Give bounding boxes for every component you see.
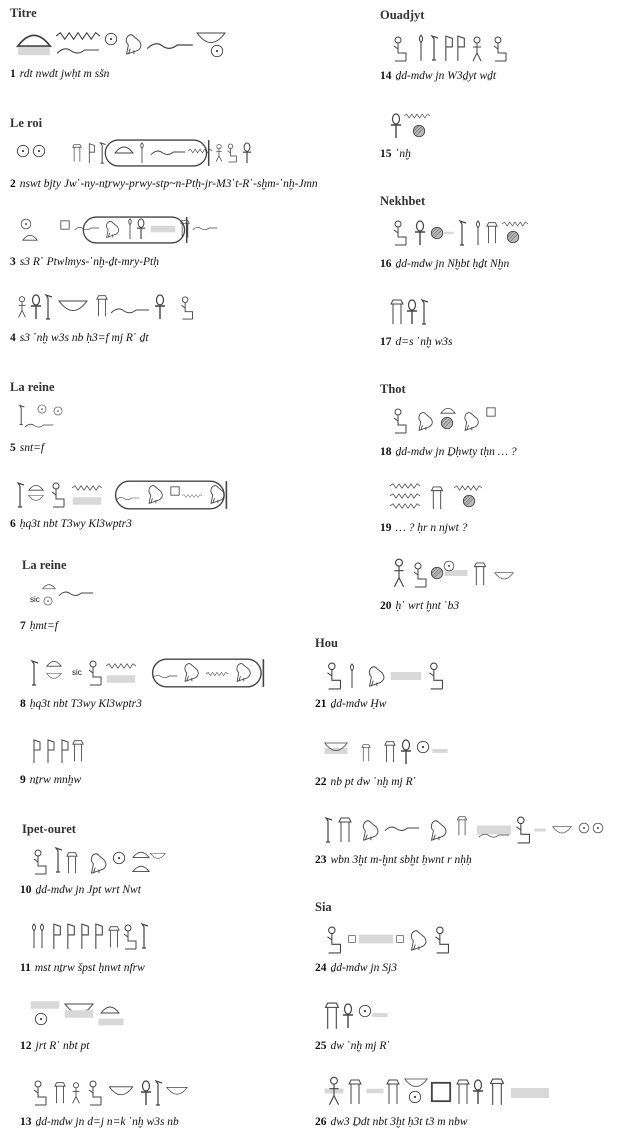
entry-caption-20: 20 ḥ῾ wrt ḫnt ῾b3	[380, 600, 460, 612]
hieroglyph-group-26	[324, 1074, 564, 1110]
section-heading-titre: Titre	[10, 6, 37, 20]
entry-caption-3: 3 s3 R῾ Ptwlmys-῾nḫ-ḏt-mry-Ptḥ	[10, 256, 159, 268]
hieroglyph-group-1	[16, 28, 231, 60]
hieroglyph-group-23	[324, 812, 614, 846]
hieroglyph-group-16	[390, 216, 530, 250]
entry-caption-15: 15 ῾nḫ	[380, 148, 411, 160]
hieroglyph-group-7	[30, 580, 100, 610]
hieroglyph-group-11	[30, 920, 160, 952]
section-heading-le-roi: Le roi	[10, 116, 43, 130]
hieroglyph-group-5	[18, 402, 78, 432]
entry-caption-17: 17 d=s ῾nḫ w3s	[380, 336, 453, 348]
hieroglyph-group-18	[390, 404, 510, 438]
entry-caption-22: 22 nb pt dw ῾nḫ mj R῾	[315, 776, 417, 788]
entry-caption-18: 18 ḏd-mdw jn Ḏḥwty tḥn … ?	[380, 446, 517, 458]
entry-caption-9: 9 nṯrw mnḫw	[20, 774, 82, 786]
entry-caption-14: 14 ḏd-mdw jn W3ḏyt wḏt	[380, 70, 497, 82]
entry-caption-16: 16 ḏd-mdw jn Nḫbt ḥḏt Nḫn	[380, 258, 510, 270]
hieroglyph-group-14	[390, 32, 520, 64]
hieroglyph-group-10	[30, 845, 170, 877]
entry-caption-2: 2 nswt bjty Jw῾-ny-nṯrwy-prwy-stp~n-Ptḥ-jr-M3῾t-R῾-sḫm-῾nḫ-Jmn	[10, 178, 318, 190]
entry-caption-23: 23 wbn 3ḫt m-ḫnt sbḫt ḥwnt r nḥḥ	[315, 854, 472, 866]
entry-caption-6: 6 ḥq3t nbt T3wy Kl3wptr3	[10, 518, 132, 530]
entry-caption-8: 8 ḥq3t nbt T3wy Kl3wptr3	[20, 698, 142, 710]
hieroglyph-group-20	[390, 556, 518, 592]
hieroglyph-group-6	[16, 478, 241, 512]
hieroglyph-group-13	[30, 1076, 190, 1110]
section-heading-la-reine-2: La reine	[22, 558, 67, 572]
section-heading-sia: Sia	[315, 900, 332, 914]
entry-caption-26: 26 dw3 Ḏdt nbt 3ḫt ḥ3t t3 m nbw	[315, 1116, 468, 1128]
entry-caption-13: 13 ḏd-mdw jn d=j n=k ῾nḫ w3s nb	[20, 1116, 179, 1128]
entry-caption-21: 21 ḏd-mdw Ḥw	[315, 698, 387, 710]
hieroglyph-group-2	[16, 138, 268, 168]
entry-caption-25: 25 dw ῾nḫ mj R῾	[315, 1040, 391, 1052]
hieroglyph-group-25	[324, 998, 394, 1032]
hieroglyph-group-19	[390, 480, 500, 514]
entry-caption-10: 10 ḏd-mdw jn Jpt wrt Nwt	[20, 884, 141, 896]
entry-caption-19: 19 … ? ḥr n njwt ?	[380, 522, 468, 534]
entry-caption-7: 7 ḥmt=f	[20, 620, 58, 632]
hieroglyph-group-12	[30, 998, 130, 1030]
entry-caption-11: 11 mst nṯrw špst ḥnwt nfrw	[20, 962, 145, 974]
section-heading-hou: Hou	[315, 636, 338, 650]
entry-caption-24: 24 ḏd-mdw jn Sj3	[315, 962, 397, 974]
hieroglyph-group-9	[30, 736, 86, 766]
hieroglyph-group-15	[390, 110, 440, 142]
hieroglyph-group-3	[20, 214, 230, 246]
hieroglyph-group-21	[324, 658, 454, 692]
section-heading-la-reine-1: La reine	[10, 380, 55, 394]
entry-caption-1: 1 rdt nwdt jwḥt m sšn	[10, 68, 110, 80]
hieroglyph-group-4	[16, 290, 206, 324]
section-heading-ipet-ouret: Ipet-ouret	[22, 822, 76, 836]
section-heading-ouadjyt: Ouadjyt	[380, 8, 425, 22]
entry-caption-12: 12 jrt R῾ nbt pt	[20, 1040, 90, 1052]
hieroglyph-group-8	[30, 656, 280, 690]
section-heading-thot: Thot	[380, 382, 406, 396]
sic-note-1: sic	[30, 595, 40, 604]
hieroglyph-group-24	[324, 922, 454, 956]
entry-caption-4: 4 s3 ῾nḫ w3s nb ḥ3=f mj R῾ ḏt	[10, 332, 149, 344]
hieroglyph-group-17	[390, 294, 444, 328]
sic-note-2: sic	[72, 668, 82, 677]
entry-caption-5: 5 snt=f	[10, 442, 45, 454]
hieroglyph-group-22	[324, 734, 454, 768]
section-heading-nekhbet: Nekhbet	[380, 194, 426, 208]
